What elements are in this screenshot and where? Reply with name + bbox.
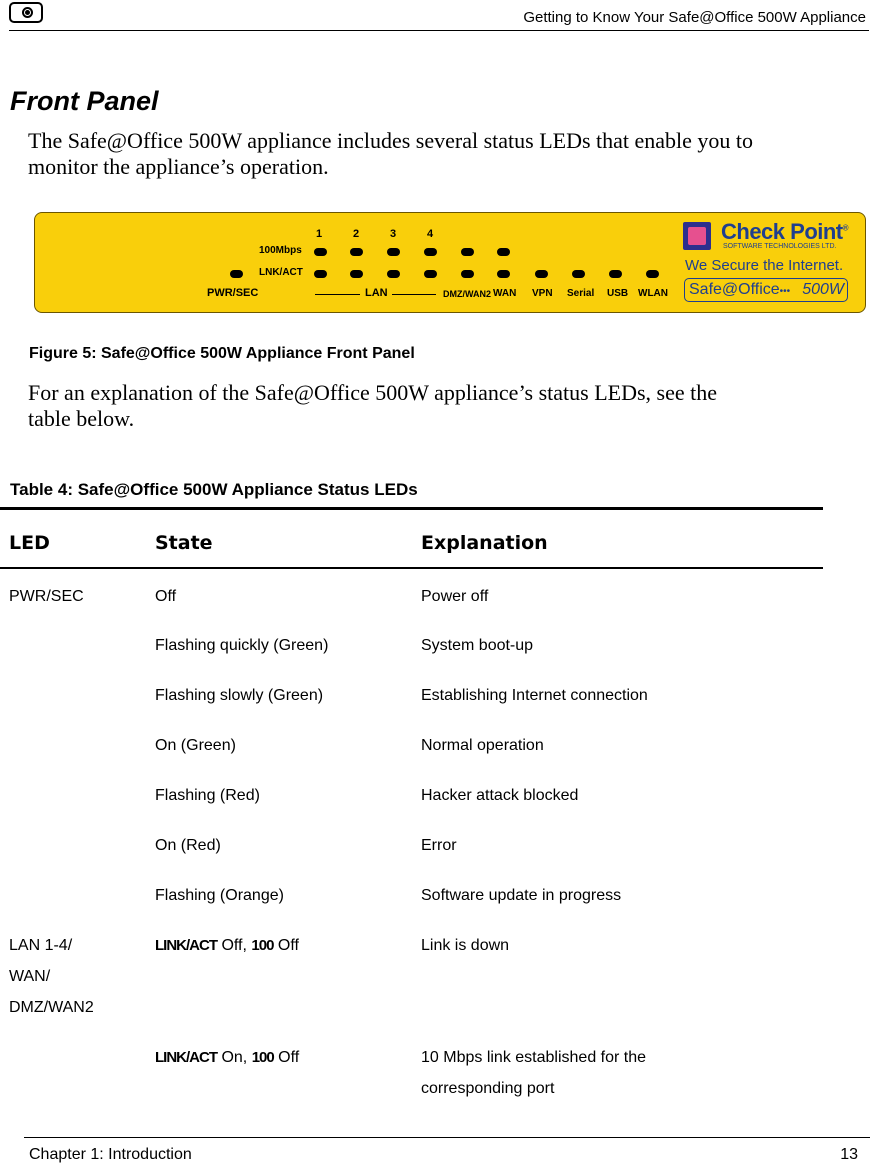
led-lnk-act bbox=[424, 270, 437, 278]
table-cell-state: Flashing slowly (Green) bbox=[155, 687, 324, 704]
page-number: 13 bbox=[840, 1146, 858, 1163]
product-name: Safe@Office bbox=[689, 281, 780, 298]
table-cell-explanation: Link is down bbox=[421, 937, 510, 954]
port-number: 4 bbox=[427, 228, 434, 240]
lan-bracket-line bbox=[392, 294, 436, 295]
port-number: 3 bbox=[390, 228, 397, 240]
led-vpn bbox=[535, 270, 548, 278]
led-name-lan-line: LAN 1-4/ bbox=[9, 937, 73, 954]
table-cell-explanation: Establishing Internet connection bbox=[421, 687, 648, 704]
intro-line-2: monitor the appliance’s operation. bbox=[28, 154, 329, 179]
led-wlan bbox=[646, 270, 659, 278]
label-100mbps: 100Mbps bbox=[259, 245, 302, 256]
led-serial bbox=[572, 270, 585, 278]
product-model: 500W bbox=[802, 281, 844, 298]
led-usb bbox=[609, 270, 622, 278]
column-header-explanation: Explanation bbox=[421, 532, 548, 554]
led-100mbps bbox=[387, 248, 400, 256]
label-wan: WAN bbox=[493, 288, 517, 299]
table-caption: Table 4: Safe@Office 500W Appliance Status LEDs bbox=[10, 480, 418, 499]
table-cell-state: Flashing (Orange) bbox=[155, 887, 284, 904]
table-cell-state: LINK/ACT Off, 100 Off bbox=[155, 937, 299, 954]
label-vpn: VPN bbox=[532, 288, 553, 299]
led-100mbps bbox=[424, 248, 437, 256]
led-name-pwr-sec: PWR/SEC bbox=[9, 588, 84, 605]
running-header-title: Getting to Know Your Safe@Office 500W Appliance bbox=[523, 9, 866, 26]
label-lnk-act: LNK/ACT bbox=[259, 267, 303, 278]
label-usb: USB bbox=[607, 288, 629, 299]
table-cell-state: Off bbox=[155, 588, 177, 605]
figure-caption: Figure 5: Safe@Office 500W Appliance Front Panel bbox=[29, 345, 415, 362]
led-name-lan-line: DMZ/WAN2 bbox=[9, 999, 94, 1016]
table-cell-explanation: Software update in progress bbox=[421, 887, 622, 904]
footer-rule bbox=[24, 1137, 870, 1138]
label-dmz-wan2: DMZ/WAN2 bbox=[443, 289, 491, 299]
led-lnk-act bbox=[497, 270, 510, 278]
port-number: 2 bbox=[353, 228, 360, 240]
led-lnk-act bbox=[314, 270, 327, 278]
led-lnk-act bbox=[350, 270, 363, 278]
header-rule bbox=[9, 30, 869, 31]
port-number: 1 bbox=[316, 228, 323, 240]
table-cell-explanation: System boot-up bbox=[421, 637, 534, 654]
label-serial: Serial bbox=[567, 288, 595, 299]
led-lnk-act bbox=[387, 270, 400, 278]
product-dots: ••• bbox=[779, 286, 791, 297]
brand-slogan: We Secure the Internet. bbox=[685, 257, 844, 274]
label-wlan: WLAN bbox=[638, 288, 668, 299]
section-heading: Front Panel bbox=[10, 86, 159, 116]
table-cell-explanation: Power off bbox=[421, 588, 489, 605]
brand-subtitle: SOFTWARE TECHNOLOGIES LTD. bbox=[723, 243, 837, 250]
intro-line-1: The Safe@Office 500W appliance includes several status LEDs that enable you to bbox=[28, 128, 754, 153]
table-cell-explanation: 10 Mbps link established for the bbox=[421, 1049, 647, 1066]
led-100mbps bbox=[314, 248, 327, 256]
explanation-line-2: table below. bbox=[28, 406, 135, 431]
table-cell-explanation-cont: corresponding port bbox=[421, 1080, 555, 1097]
lan-bracket-line bbox=[315, 294, 360, 295]
footer-chapter: Chapter 1: Introduction bbox=[29, 1146, 192, 1163]
cd-disc-icon bbox=[9, 2, 43, 23]
table-top-rule bbox=[0, 507, 823, 510]
table-cell-state: On (Green) bbox=[155, 737, 236, 754]
table-cell-explanation: Hacker attack blocked bbox=[421, 787, 579, 804]
table-cell-state: Flashing quickly (Green) bbox=[155, 637, 329, 654]
table-header-rule bbox=[0, 567, 823, 569]
brand-title: Check Point® bbox=[721, 219, 849, 244]
table-cell-state: On (Red) bbox=[155, 837, 221, 854]
explanation-line-1: For an explanation of the Safe@Office 500W appliance’s status LEDs, see the bbox=[28, 380, 718, 405]
column-header-state: State bbox=[155, 532, 213, 554]
led-100mbps bbox=[350, 248, 363, 256]
label-pwr-sec: PWR/SEC bbox=[207, 287, 259, 299]
check-point-logo-icon bbox=[683, 222, 711, 250]
table-cell-explanation: Error bbox=[421, 837, 457, 854]
led-pwr-sec bbox=[230, 270, 243, 278]
table-cell-explanation: Normal operation bbox=[421, 737, 544, 754]
product-badge bbox=[684, 278, 848, 302]
front-panel-image bbox=[34, 212, 866, 313]
table-cell-state: Flashing (Red) bbox=[155, 787, 260, 804]
label-lan: LAN bbox=[365, 287, 388, 299]
column-header-led: LED bbox=[9, 532, 50, 554]
led-100mbps bbox=[497, 248, 510, 256]
led-100mbps bbox=[461, 248, 474, 256]
led-name-lan-line: WAN/ bbox=[9, 968, 51, 985]
led-lnk-act bbox=[461, 270, 474, 278]
table-cell-state: LINK/ACT On, 100 Off bbox=[155, 1049, 300, 1066]
